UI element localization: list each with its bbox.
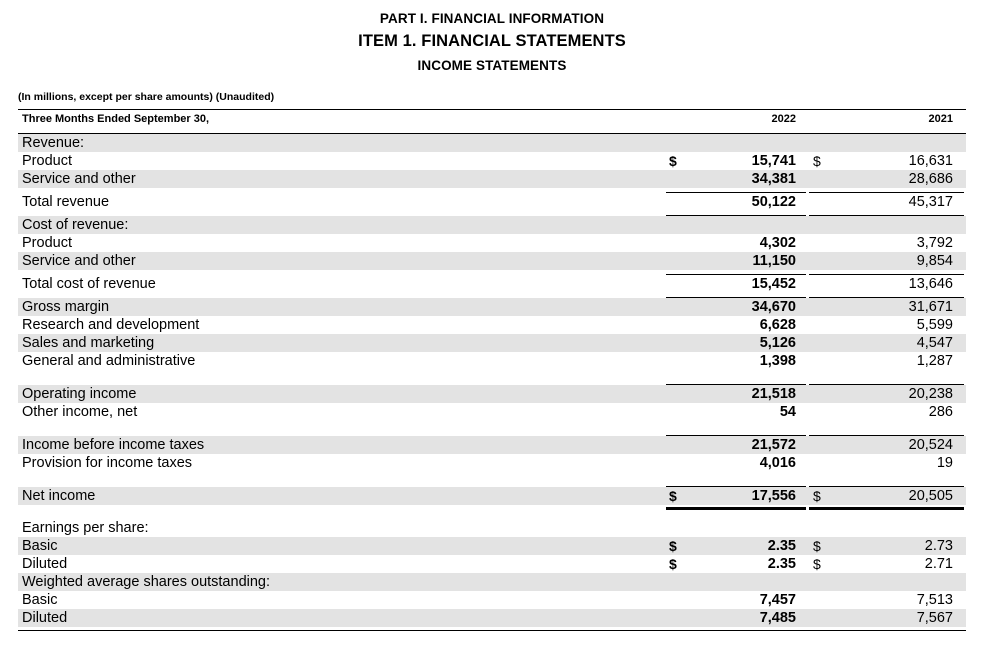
value-general-admin-2021: 1,287: [916, 353, 953, 369]
value-operating-income-2022: 21,518: [690, 385, 808, 403]
row-label-other-income: Other income, net: [22, 404, 138, 420]
value-tax-provision-2021: 19: [936, 455, 953, 471]
value-general-admin-2022: 1,398: [759, 353, 796, 369]
table-row: [18, 487, 966, 505]
section-spacer: [18, 472, 966, 482]
row-label-shares-header: Weighted average shares outstanding:: [18, 573, 664, 591]
row-label-shares-basic: Basic: [22, 592, 58, 608]
table-row: [18, 275, 966, 293]
currency-symbol: $: [664, 537, 690, 555]
table-row: [18, 555, 966, 573]
section-spacer: [18, 370, 966, 380]
table-row: [18, 403, 966, 421]
row-label-general-administrative: General and administrative: [22, 353, 196, 369]
value-cost-product-2021: 3,792: [916, 235, 953, 251]
value-rnd-2021: 5,599: [916, 317, 953, 333]
value-cost-service-2021: 9,854: [834, 252, 966, 270]
value-shares-diluted-2021: 7,567: [834, 609, 966, 627]
currency-symbol: $: [669, 153, 677, 169]
row-label-research-development: Research and development: [22, 317, 200, 333]
row-label-tax-provision: Provision for income taxes: [22, 455, 193, 471]
document-headings: [0, 0, 984, 78]
table-row: [18, 234, 966, 252]
row-label-revenue-service: Service and other: [18, 170, 664, 188]
table-row: [18, 134, 966, 152]
value-tax-provision-2022: 4,016: [759, 455, 796, 471]
value-cost-service-2022: 11,150: [690, 252, 808, 270]
value-revenue-service-2021: 28,686: [834, 170, 966, 188]
value-eps-diluted-2021: 2.71: [924, 556, 953, 572]
value-total-revenue-2022: 50,122: [751, 194, 796, 210]
heading-statement: INCOME STATEMENTS: [417, 58, 567, 73]
currency-symbol: $: [669, 556, 677, 572]
row-label-eps-diluted: Diluted: [22, 556, 68, 572]
value-sales-marketing-2022: 5,126: [690, 334, 808, 352]
table-row: [18, 316, 966, 334]
value-pretax-income-2021: 20,524: [834, 436, 966, 454]
row-label-cost-service: Service and other: [18, 252, 664, 270]
table-row: [18, 193, 966, 211]
table-row: [18, 352, 966, 370]
value-total-cost-2021: 13,646: [908, 276, 953, 292]
table-row: [18, 454, 966, 472]
table-row: [18, 609, 966, 627]
units-caption: (In millions, except per share amounts) (Unaudited): [18, 91, 275, 103]
value-revenue-product-2021: 16,631: [908, 153, 953, 169]
value-net-income-2022: 17,556: [690, 487, 808, 505]
value-gross-margin-2022: 34,670: [690, 298, 808, 316]
row-label-operating-income: Operating income: [18, 385, 664, 403]
table-row: [18, 573, 966, 591]
row-label-net-income: Net income: [18, 487, 664, 505]
row-label-total-revenue: Total revenue: [22, 194, 110, 210]
value-total-revenue-2021: 45,317: [908, 194, 953, 210]
table-bottom-rule: [18, 627, 966, 631]
value-cost-product-2022: 4,302: [759, 235, 796, 251]
value-gross-margin-2021: 31,671: [834, 298, 966, 316]
table-row: [18, 152, 966, 170]
value-sales-marketing-2021: 4,547: [834, 334, 966, 352]
heading-item: ITEM 1. FINANCIAL STATEMENTS: [358, 32, 626, 50]
column-header-2021: 2021: [928, 113, 953, 125]
value-operating-income-2021: 20,238: [834, 385, 966, 403]
value-total-cost-2022: 15,452: [751, 276, 796, 292]
currency-symbol: $: [813, 153, 821, 169]
value-net-income-2021: 20,505: [834, 487, 966, 505]
row-label-gross-margin: Gross margin: [18, 298, 664, 316]
section-spacer: [18, 510, 966, 519]
row-label-pretax-income: Income before income taxes: [18, 436, 664, 454]
table-row: [18, 385, 966, 403]
heading-part: PART I. FINANCIAL INFORMATION: [379, 11, 605, 26]
table-row: [18, 170, 966, 188]
table-row: [18, 252, 966, 270]
value-eps-diluted-2022: 2.35: [767, 556, 796, 572]
value-other-income-2022: 54: [779, 404, 796, 420]
value-eps-basic-2021: 2.73: [834, 537, 966, 555]
row-label-sales-marketing: Sales and marketing: [18, 334, 664, 352]
table-header-row: [18, 110, 966, 130]
table-row: [18, 216, 966, 234]
value-pretax-income-2022: 21,572: [690, 436, 808, 454]
value-shares-basic-2021: 7,513: [916, 592, 953, 608]
currency-symbol: $: [813, 556, 821, 572]
value-eps-basic-2022: 2.35: [690, 537, 808, 555]
row-label-shares-diluted: Diluted: [18, 609, 664, 627]
currency-symbol: $: [808, 537, 834, 555]
income-statement-table: [18, 106, 966, 631]
section-spacer: [18, 421, 966, 431]
row-label-revenue-header: Revenue:: [18, 134, 664, 152]
currency-symbol: $: [808, 487, 834, 505]
column-header-2022: 2022: [771, 113, 796, 125]
table-row: [18, 334, 966, 352]
row-label-total-cost: Total cost of revenue: [22, 276, 156, 292]
row-label-eps-basic: Basic: [18, 537, 664, 555]
table-row: [18, 591, 966, 609]
value-shares-basic-2022: 7,457: [759, 592, 796, 608]
row-label-cost-header: Cost of revenue:: [18, 216, 664, 234]
table-row: [18, 298, 966, 316]
row-label-revenue-product: Product: [22, 153, 72, 169]
period-label: Three Months Ended September 30,: [22, 113, 210, 125]
table-row: [18, 519, 966, 537]
value-revenue-service-2022: 34,381: [690, 170, 808, 188]
value-rnd-2022: 6,628: [759, 317, 796, 333]
row-label-eps-header: Earnings per share:: [22, 520, 149, 536]
table-row: [18, 436, 966, 454]
currency-symbol: $: [664, 487, 690, 505]
value-other-income-2021: 286: [928, 404, 953, 420]
value-revenue-product-2022: 15,741: [751, 153, 796, 169]
value-shares-diluted-2022: 7,485: [690, 609, 808, 627]
table-row: [18, 537, 966, 555]
row-label-cost-product: Product: [22, 235, 72, 251]
